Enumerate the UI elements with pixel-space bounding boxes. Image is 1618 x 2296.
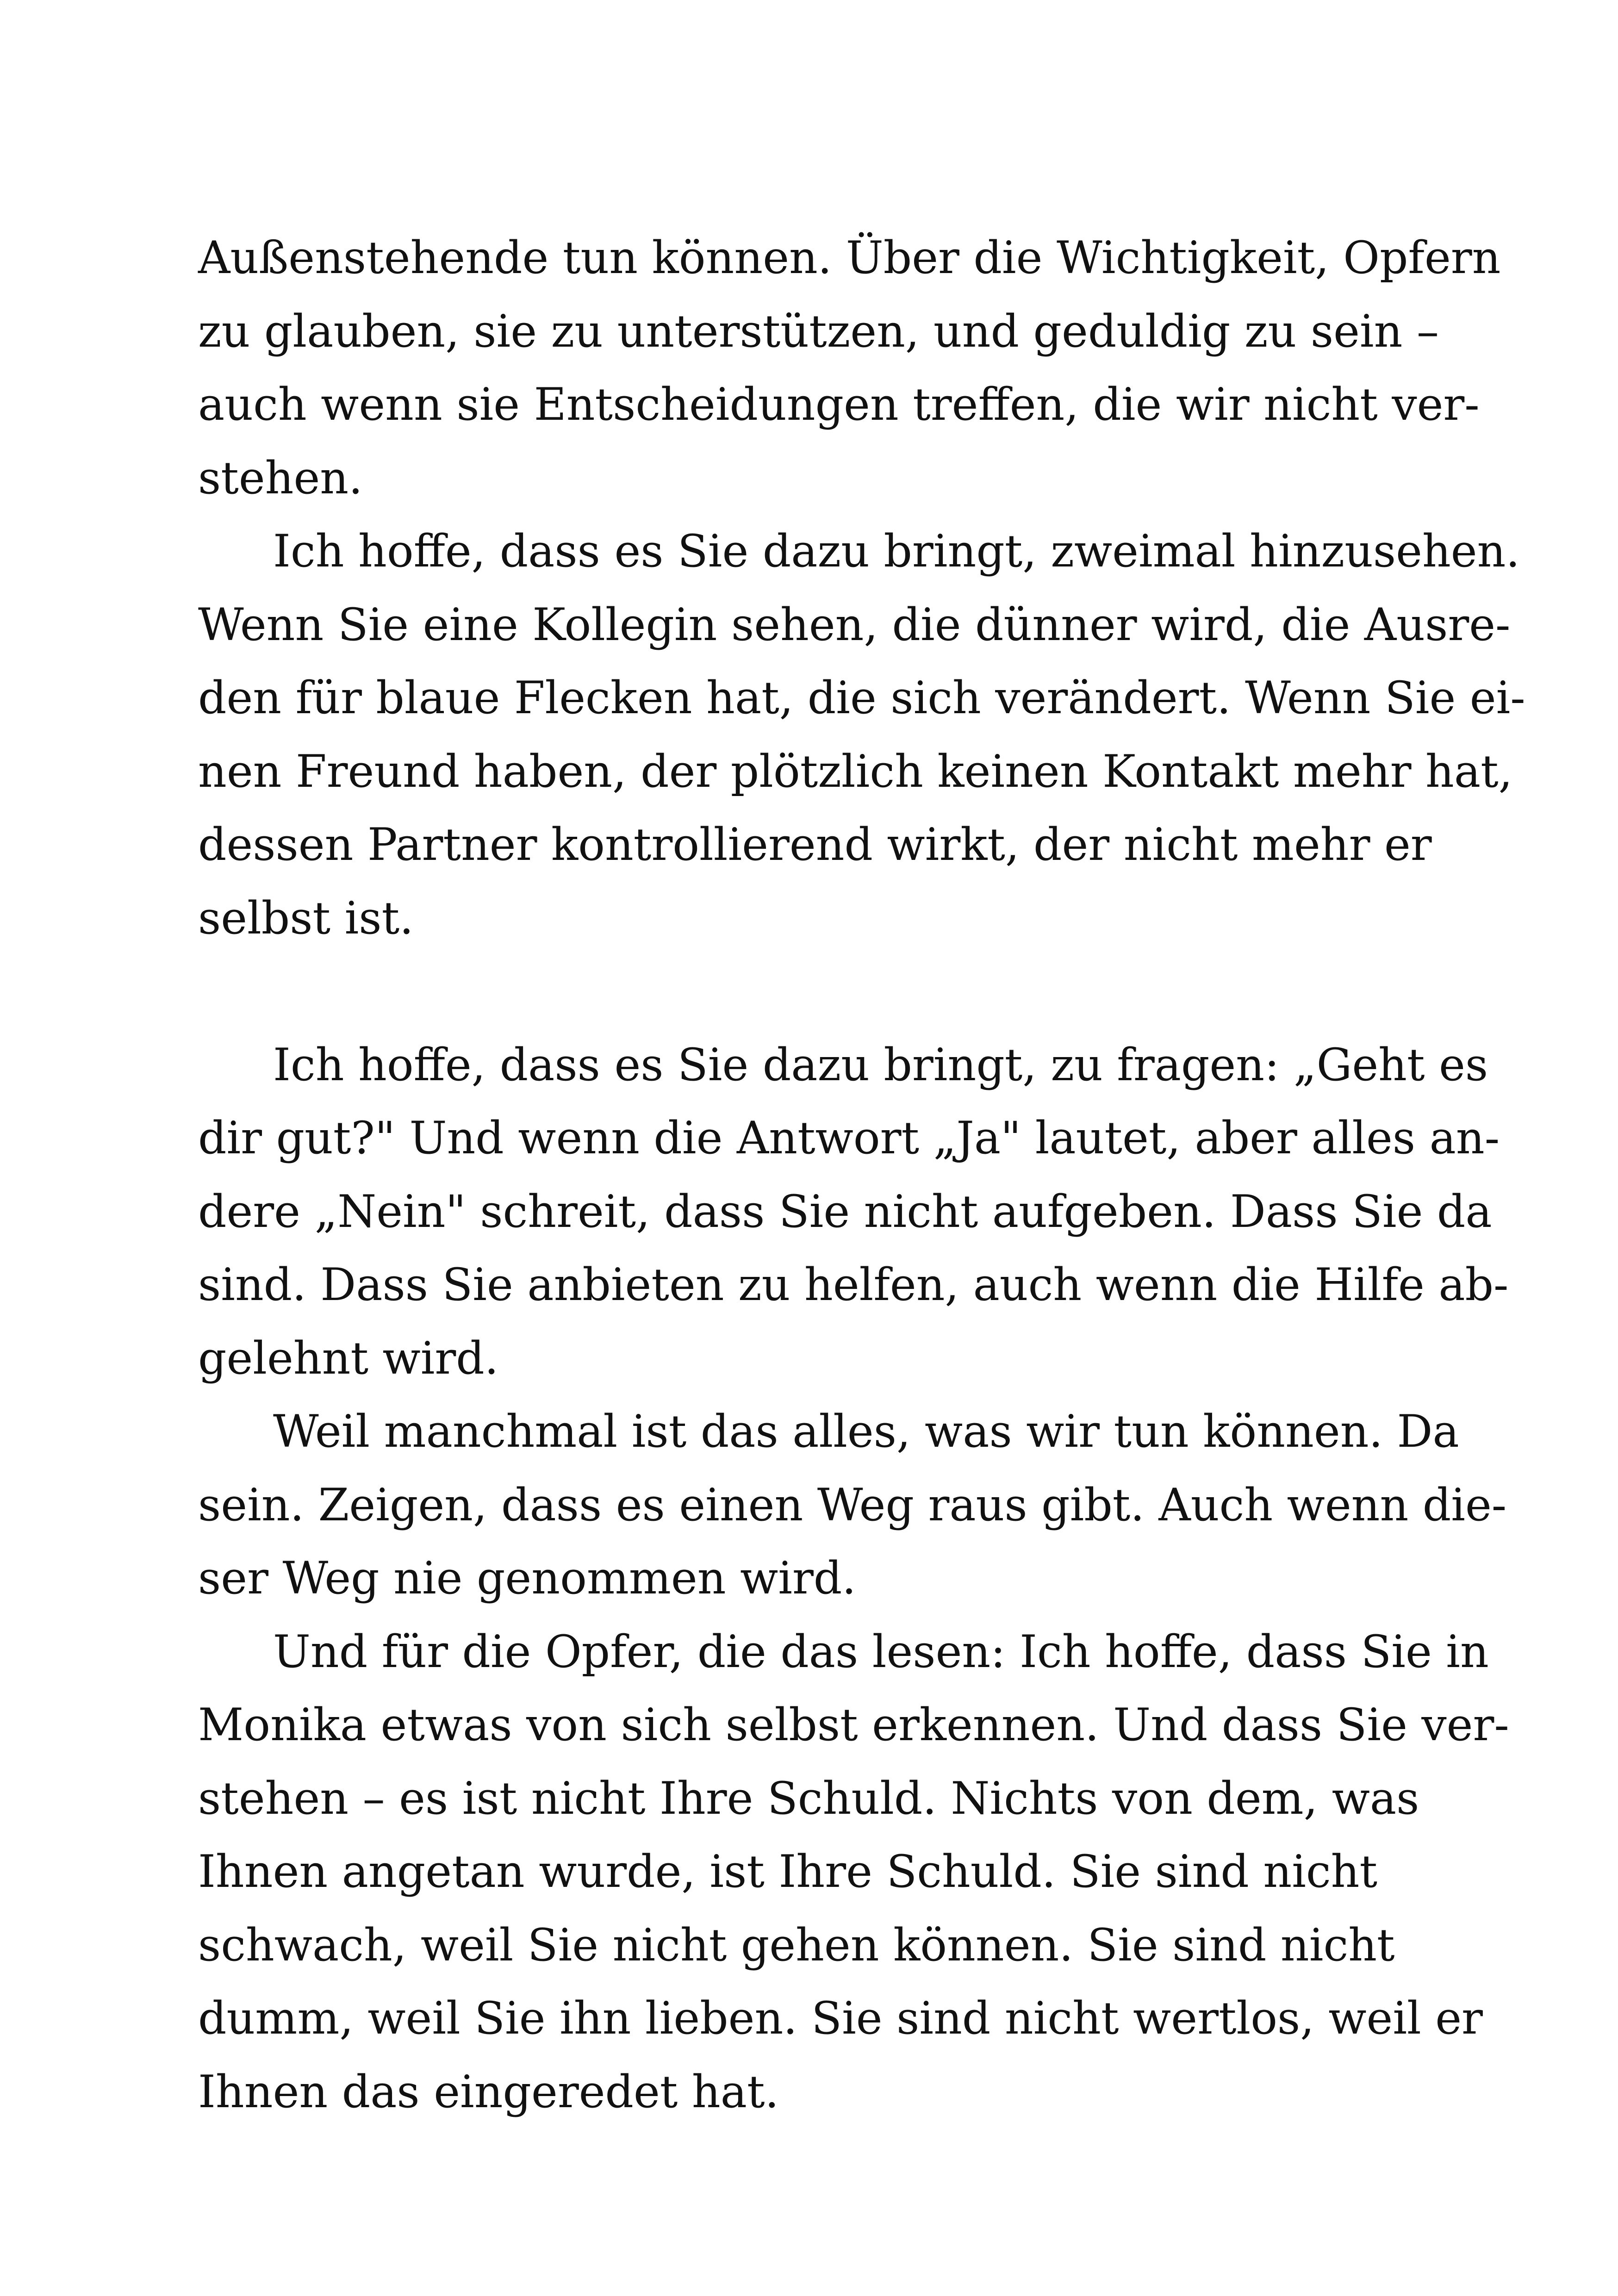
text-line: nen Freund haben, der plötzlich keinen Kontakt mehr hat,	[198, 745, 1513, 797]
text-line: ser Weg nie genommen wird.	[198, 1552, 856, 1604]
text-line: dessen Partner kontrollierend wirkt, der nicht mehr er	[198, 819, 1432, 871]
text-line: sein. Zeigen, dass es einen Weg raus gibt. Auch wenn die-	[198, 1479, 1507, 1531]
text-line: dir gut?" Und wenn die Antwort „Ja" lautet, aber alles an-	[198, 1112, 1500, 1164]
text-line: Außenstehende tun können. Über die Wichtigkeit, Opfern	[198, 232, 1501, 284]
body-text	[198, 221, 1525, 2128]
paragraph-5	[198, 1615, 1509, 2129]
text-line: den für blaue Flecken hat, die sich verändert. Wenn Sie ei-	[198, 672, 1525, 724]
text-line: stehen – es ist nicht Ihre Schuld. Nichts von dem, was	[198, 1772, 1419, 1824]
paragraph-gap	[198, 955, 1401, 1028]
paragraph-3	[198, 1028, 1509, 1395]
text-line: auch wenn sie Entscheidungen treffen, die wir nicht ver-	[198, 379, 1480, 430]
text-line: schwach, weil Sie nicht gehen können. Sie sind nicht	[198, 1919, 1395, 1971]
text-line: stehen.	[198, 452, 363, 504]
text-line: Monika etwas von sich selbst erkennen. Und dass Sie ver-	[198, 1699, 1509, 1751]
text-line: dumm, weil Sie ihn lieben. Sie sind nicht wertlos, weil er	[198, 1992, 1483, 2044]
text-line: zu glauben, sie zu unterstützen, und geduldig zu sein –	[198, 305, 1439, 357]
text-line: gelehnt wird.	[198, 1332, 499, 1384]
paragraph-4	[198, 1395, 1507, 1615]
text-line: Ihnen angetan wurde, ist Ihre Schuld. Sie sind nicht	[198, 1846, 1378, 1898]
text-line: sind. Dass Sie anbieten zu helfen, auch wenn die Hilfe ab-	[198, 1259, 1509, 1311]
paragraph-1	[198, 221, 1501, 515]
paragraph-2	[198, 515, 1525, 955]
text-line: Ihnen das eingeredet hat.	[198, 2066, 779, 2118]
text-line: Ich hoffe, dass es Sie dazu bringt, zu fragen: „Geht es	[273, 1039, 1488, 1091]
text-line: Wenn Sie eine Kollegin sehen, die dünner wird, die Ausre-	[198, 598, 1511, 651]
text-line: dere „Nein" schreit, dass Sie nicht aufgeben. Dass Sie da	[198, 1185, 1492, 1238]
text-line: Und für die Opfer, die das lesen: Ich hoffe, dass Sie in	[273, 1625, 1489, 1678]
text-line: selbst ist.	[198, 892, 414, 944]
text-line: Weil manchmal ist das alles, was wir tun können. Da	[273, 1406, 1459, 1457]
text-line: Ich hoffe, dass es Sie dazu bringt, zweimal hinzusehen.	[273, 525, 1520, 577]
